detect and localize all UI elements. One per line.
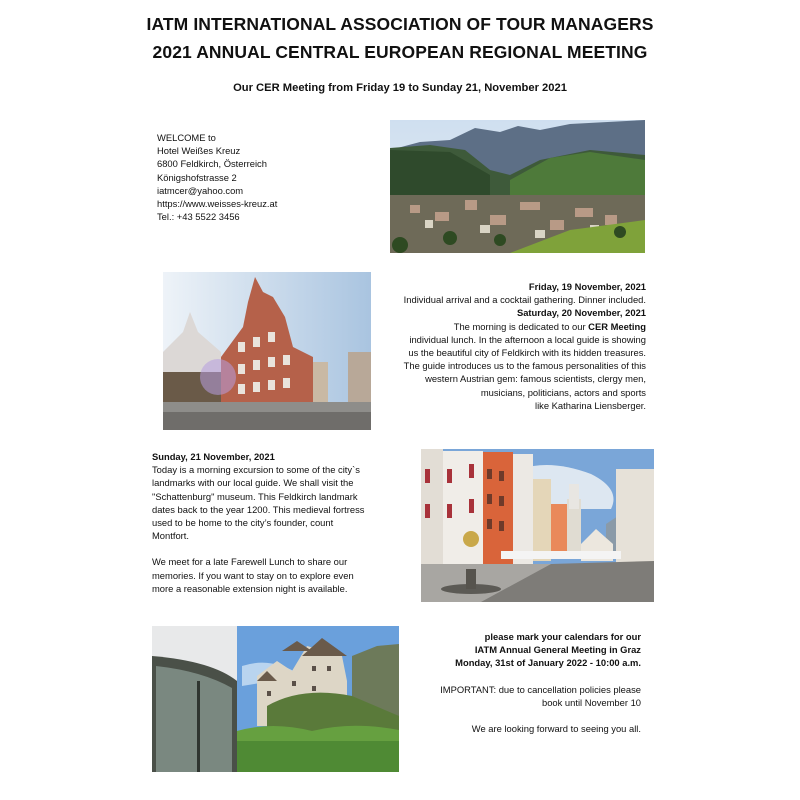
farewell-line: more a reasonable extension night is available.: [152, 582, 348, 594]
sunday-line: Montfort.: [152, 530, 189, 542]
agm-block: [410, 630, 641, 735]
sunday-heading: Sunday, 21 November, 2021: [152, 451, 275, 462]
friday-heading: Friday, 19 November, 2021: [528, 281, 646, 292]
saturday-line: western Austrian gem: famous scientists, clergy men,: [425, 373, 646, 385]
important-notice: IMPORTANT: due to cancellation policies please: [440, 683, 641, 695]
sunday-line: Today is a morning excursion to some of the city`s: [152, 464, 360, 476]
photo-old-town-building: [163, 272, 371, 430]
saturday-line: The guide introduces us to the famous personalities of this: [403, 360, 646, 372]
welcome-block: [157, 131, 277, 223]
closing-text: We are looking forward to seeing you all.: [471, 723, 641, 735]
sunday-line: dates back to the year 1200. This medieval fortress: [152, 503, 365, 515]
sunday-line: "Schattenburg" museum. This Feldkirch landmark: [152, 490, 358, 502]
contact-email: iatmcer@yahoo.com: [157, 184, 244, 196]
saturday-line: like Katharina Liensberger.: [534, 399, 646, 411]
subtitle: Our CER Meeting from Friday 19 to Sunday 21, November 2021: [233, 82, 567, 94]
saturday-intro: The morning is dedicated to our: [453, 320, 589, 332]
hotel-city: 6800 Feldkirch, Österreich: [157, 158, 267, 170]
title-line-1: IATM INTERNATIONAL ASSOCIATION OF TOUR MANAGERS: [146, 14, 654, 34]
hotel-street: Königshofstrasse 2: [157, 171, 237, 183]
welcome-line: WELCOME to: [157, 132, 216, 143]
hotel-phone: Tel.: +43 5522 3456: [157, 211, 240, 223]
title-line-2: 2021 ANNUAL CENTRAL EUROPEAN REGIONAL MEETING: [152, 42, 648, 62]
friday-saturday-block: [380, 280, 646, 412]
important-notice: book until November 10: [541, 696, 641, 708]
agm-date: Monday, 31st of January 2022 - 10:00 a.m.: [455, 657, 641, 669]
saturday-line: [380, 320, 646, 333]
agm-line: please mark your calendars for our: [484, 631, 641, 642]
agm-line: IATM Annual General Meeting in Graz: [474, 644, 641, 656]
saturday-line: musicians, politicians, actors and sports: [480, 386, 646, 398]
saturday-line: individual lunch. In the afternoon a local guide is showing: [409, 333, 646, 345]
photo-market-street: [421, 449, 654, 602]
farewell-line: memories. If you want to stay on to explore even: [152, 569, 354, 581]
hotel-website: https://www.weisses-kreuz.at: [157, 198, 278, 210]
sunday-line: landmarks with our local guide. We shall visit the: [152, 477, 354, 489]
farewell-line: We meet for a late Farewell Lunch to share our: [152, 556, 348, 568]
photo-feldkirch-panorama: [390, 120, 645, 253]
saturday-line: us the beautiful city of Feldkirch with its hidden treasures.: [408, 347, 646, 359]
sunday-line: used to be home to the city’s founder, count: [152, 517, 334, 529]
hotel-name: Hotel Weißes Kreuz: [157, 145, 241, 157]
friday-text: Individual arrival and a cocktail gathering. Dinner included.: [403, 294, 646, 306]
sunday-block: [152, 450, 364, 595]
photo-schattenburg: [152, 626, 399, 772]
cer-meeting-highlight: CER Meeting: [588, 320, 646, 332]
saturday-heading: Saturday, 20 November, 2021: [516, 307, 646, 319]
